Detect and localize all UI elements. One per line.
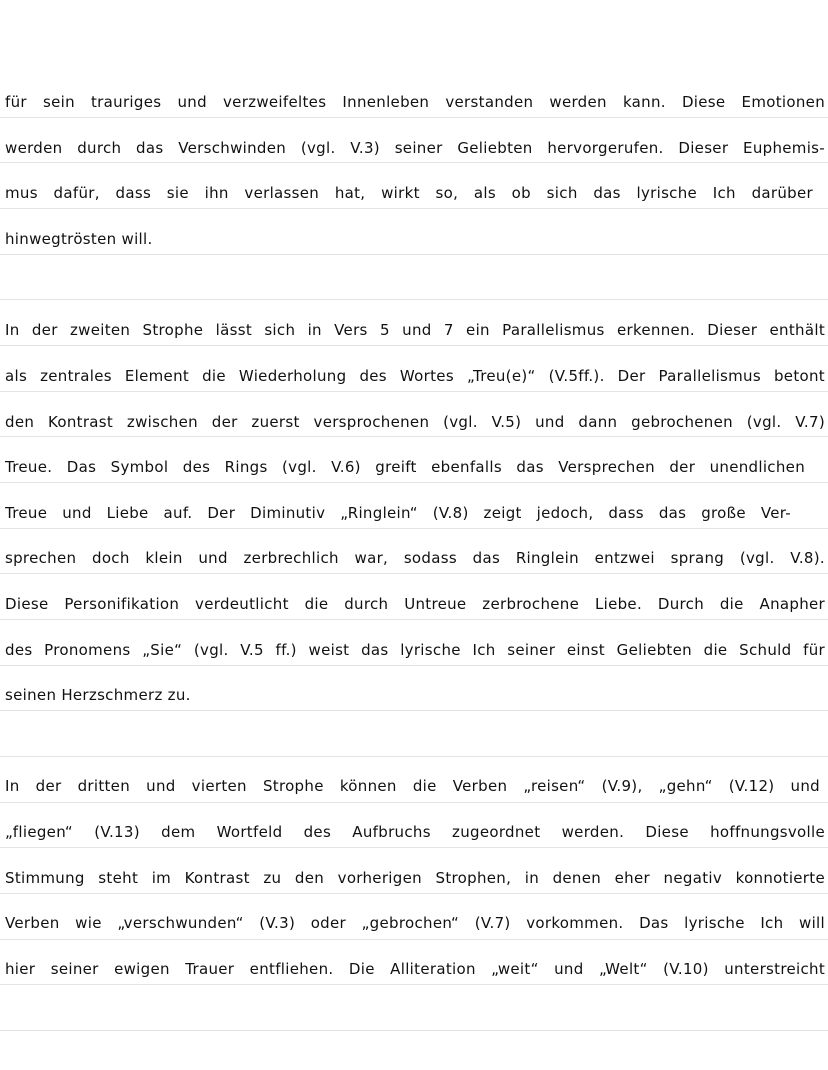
ruled-line bbox=[0, 482, 828, 483]
ruled-line bbox=[0, 984, 828, 985]
ruled-line bbox=[0, 162, 828, 163]
text-line: als zentrales Element die Wiederholung des Wortes „Treu(e)“ (V.5ff.). Der Parallelismus betont bbox=[5, 367, 825, 385]
text-line: Verben wie „verschwunden“ (V.3) oder „gebrochen“ (V.7) vorkommen. Das lyrische Ich will bbox=[5, 914, 825, 932]
text-line: hinwegtrösten will. bbox=[5, 230, 153, 248]
text-line: Diese Personifikation verdeutlicht die durch Untreue zerbrochene Liebe. Durch die Anapher bbox=[5, 595, 825, 613]
text-line: „fliegen“ (V.13) dem Wortfeld des Aufbruchs zugeordnet werden. Diese hoffnungsvolle bbox=[5, 823, 825, 841]
text-line: werden durch das Verschwinden (vgl. V.3) seiner Geliebten hervorgerufen. Dieser Euphemis- bbox=[5, 139, 825, 157]
text-line: seinen Herzschmerz zu. bbox=[5, 686, 191, 704]
ruled-line bbox=[0, 436, 828, 437]
ruled-line bbox=[0, 802, 828, 803]
text-line: Treue. Das Symbol des Rings (vgl. V.6) greift ebenfalls das Versprechen der unendlichen bbox=[5, 458, 805, 476]
ruled-line bbox=[0, 528, 828, 529]
ruled-line bbox=[0, 208, 828, 209]
ruled-line bbox=[0, 345, 828, 346]
ruled-line bbox=[0, 573, 828, 574]
ruled-line bbox=[0, 1030, 828, 1031]
text-line: den Kontrast zwischen der zuerst versprochenen (vgl. V.5) und dann gebrochenen (vgl. V.7) bbox=[5, 413, 825, 431]
ruled-line bbox=[0, 619, 828, 620]
text-line: sprechen doch klein und zerbrechlich war, sodass das Ringlein entzwei sprang (vgl. V.8). bbox=[5, 549, 825, 567]
ruled-line bbox=[0, 893, 828, 894]
text-line: des Pronomens „Sie“ (vgl. V.5 ff.) weist das lyrische Ich seiner einst Geliebten die Schuld für bbox=[5, 641, 825, 659]
ruled-line bbox=[0, 756, 828, 757]
ruled-line bbox=[0, 847, 828, 848]
text-line: In der dritten und vierten Strophe können die Verben „reisen“ (V.9), „gehn“ (V.12) und bbox=[5, 777, 820, 795]
ruled-line bbox=[0, 117, 828, 118]
text-line: hier seiner ewigen Trauer entfliehen. Die Alliteration „weit“ und „Welt“ (V.10) unterstreicht bbox=[5, 960, 825, 978]
text-line: Stimmung steht im Kontrast zu den vorherigen Strophen, in denen eher negativ konnotierte bbox=[5, 869, 825, 887]
text-line: für sein trauriges und verzweifeltes Innenleben verstanden werden kann. Diese Emotionen bbox=[5, 93, 825, 111]
ruled-line bbox=[0, 710, 828, 711]
text-line: Treue und Liebe auf. Der Diminutiv „Ringlein“ (V.8) zeigt jedoch, dass das große Ver- bbox=[5, 504, 791, 522]
ruled-line bbox=[0, 939, 828, 940]
ruled-line bbox=[0, 391, 828, 392]
text-line: mus dafür, dass sie ihn verlassen hat, wirkt so, als ob sich das lyrische Ich darüber bbox=[5, 184, 813, 202]
ruled-line bbox=[0, 665, 828, 666]
ruled-line bbox=[0, 299, 828, 300]
text-line: In der zweiten Strophe lässt sich in Vers 5 und 7 ein Parallelismus erkennen. Dieser enthält bbox=[5, 321, 825, 339]
ruled-line bbox=[0, 254, 828, 255]
